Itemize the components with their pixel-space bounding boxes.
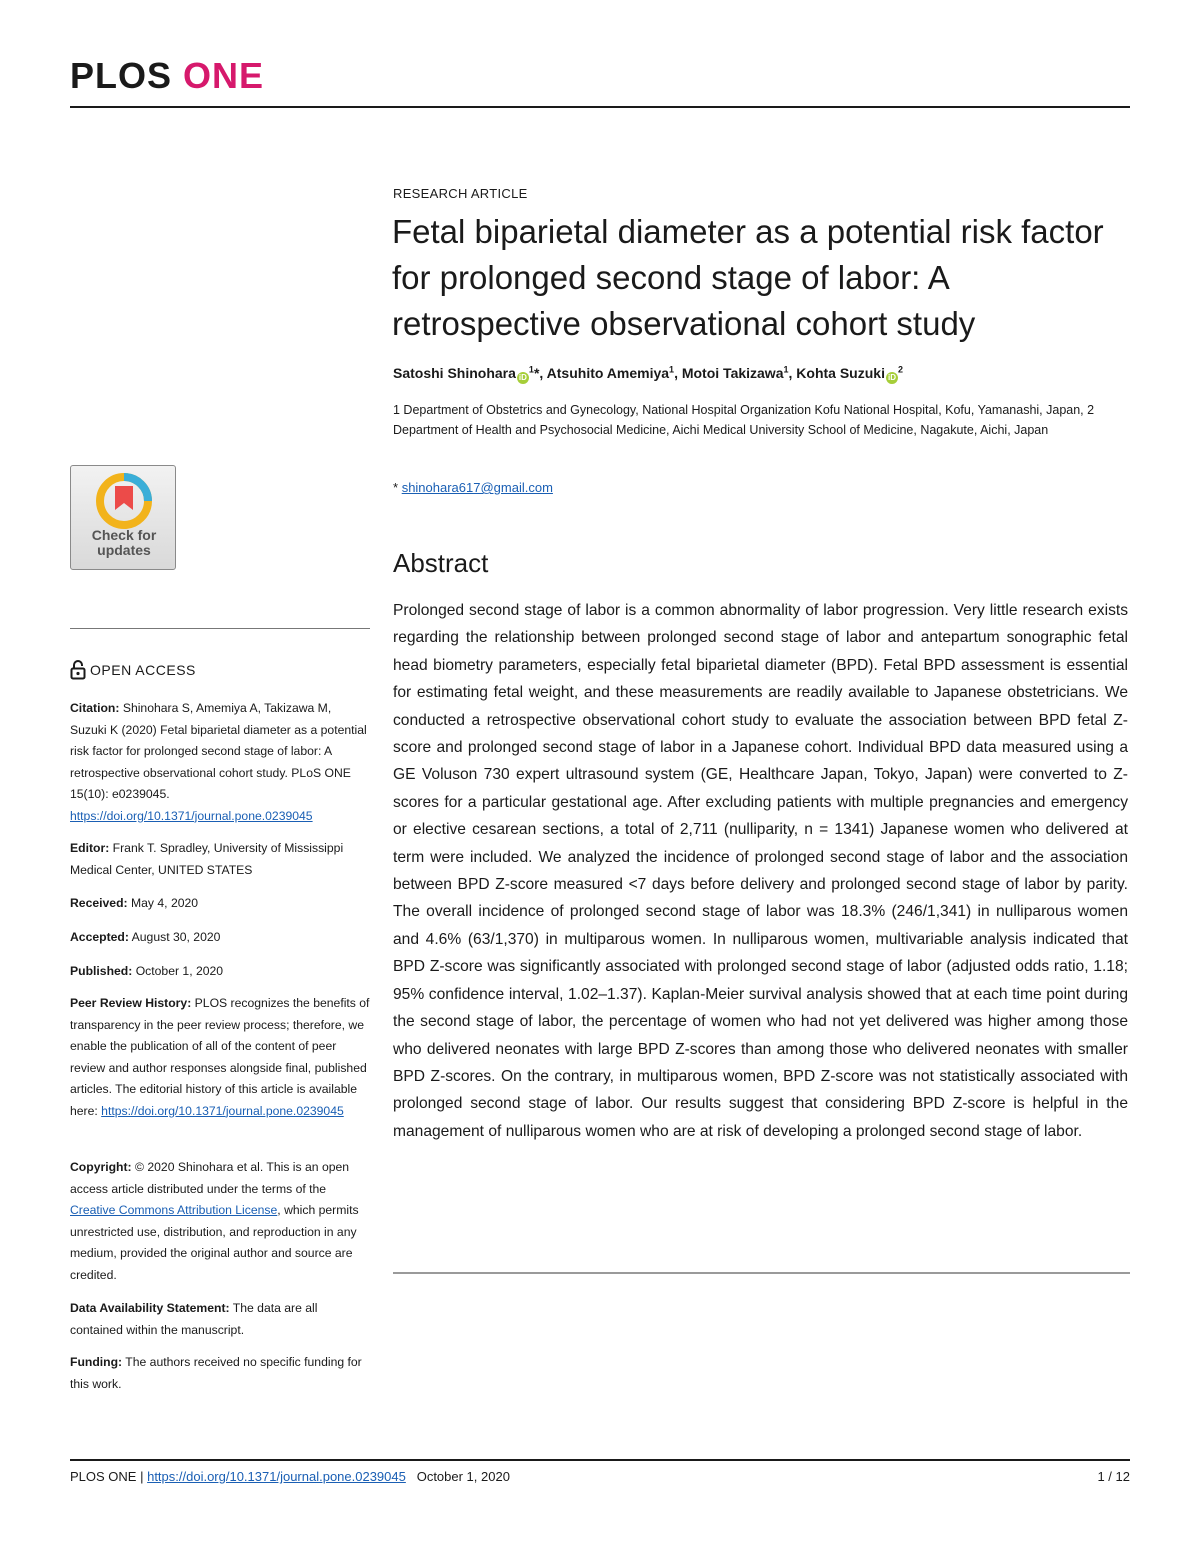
author-name: Kohta Suzuki xyxy=(796,364,885,381)
abstract-heading: Abstract xyxy=(393,548,489,578)
badge-label xyxy=(71,528,177,558)
crossmark-icon xyxy=(93,472,155,530)
corresponding-email-line xyxy=(393,480,553,495)
copyright-text-rest: , which permits unrestricted use, distribution, and reproduction in any medium, provided the original author and source are credited. xyxy=(70,1203,359,1282)
footer-date: October 1, 2020 xyxy=(416,1469,510,1484)
citation-text: Shinohara S, Amemiya A, Takizawa M, Suzuki K (2020) Fetal biparietal diameter as a potential risk factor for prolonged second stage of labor: A retrospective observational cohort study. PLoS ONE 15(10): e0239045. xyxy=(70,701,367,801)
email-asterisk: * xyxy=(393,480,399,495)
badge-line2: updates xyxy=(97,542,151,558)
abstract-rule xyxy=(393,1272,1130,1274)
copyright-text: © 2020 Shinohara et al. This is an open access article distributed under the terms of the xyxy=(70,1160,350,1196)
author-affil-sup: 1 xyxy=(528,364,534,374)
author-4[interactable] xyxy=(796,365,903,381)
logo-plos: PLOS xyxy=(70,55,173,96)
copyright-label: Copyright: xyxy=(70,1160,132,1174)
orcid-icon[interactable]: iD xyxy=(887,372,896,382)
copyright-block xyxy=(70,1157,370,1286)
editor-block xyxy=(70,838,370,881)
author-list xyxy=(393,364,1133,384)
editor-text: Frank T. Spradley, University of Mississippi Medical Center, UNITED STATES xyxy=(70,841,344,877)
article-title: Fetal biparietal diameter as a potential risk factor for prolonged second stage of labor: A retrospective observational cohort study xyxy=(392,213,1104,342)
author-affil-sup: 1 xyxy=(669,364,675,374)
peer-review-block xyxy=(70,993,370,1122)
received-date: May 4, 2020 xyxy=(130,896,199,910)
received-block xyxy=(70,893,370,915)
check-for-updates-badge[interactable] xyxy=(70,465,176,570)
author-3[interactable] xyxy=(682,365,796,381)
footer-rule xyxy=(70,1459,1130,1461)
citation-label: Citation: xyxy=(70,701,120,715)
badge-line1: Check for xyxy=(91,527,157,543)
license-link[interactable]: Creative Commons Attribution License xyxy=(70,1203,278,1217)
open-access-text: OPEN ACCESS xyxy=(90,662,196,678)
citation-block xyxy=(70,698,370,827)
funding-text: The authors received no specific funding for this work. xyxy=(70,1355,362,1391)
header-rule xyxy=(70,106,1130,108)
author-1[interactable] xyxy=(393,365,547,381)
author-2[interactable] xyxy=(547,365,682,381)
published-label: Published: xyxy=(70,964,133,978)
accepted-block xyxy=(70,927,370,949)
peer-review-text: PLOS recognizes the benefits of transparency in the peer review process; therefore, we enable the publication of all of the content of peer review and author responses alongside final, published articles. The editorial history of this article is available here: xyxy=(70,996,370,1118)
open-access-label xyxy=(70,660,196,680)
footer-doi-link[interactable]: https://doi.org/10.1371/journal.pone.0239045 xyxy=(147,1469,406,1484)
footer-journal: PLOS ONE | xyxy=(70,1469,144,1484)
page-footer xyxy=(70,1469,1130,1484)
funding-block xyxy=(70,1352,370,1395)
author-name: Motoi Takizawa xyxy=(681,364,784,381)
data-availability-block xyxy=(70,1298,370,1341)
logo-one: ONE xyxy=(183,55,265,96)
sidebar-rule xyxy=(70,628,370,629)
data-availability-label: Data Availability Statement: xyxy=(70,1301,230,1315)
accepted-date: August 30, 2020 xyxy=(131,930,221,944)
author-name: Satoshi Shinohara xyxy=(393,364,516,381)
corresponding-email-link[interactable]: shinohara617@gmail.com xyxy=(401,480,553,495)
author-affil-sup: 2 xyxy=(897,364,903,374)
published-block xyxy=(70,961,370,983)
editor-label: Editor: xyxy=(70,841,110,855)
peer-review-doi-link[interactable]: https://doi.org/10.1371/journal.pone.0239045 xyxy=(101,1103,344,1118)
accepted-label: Accepted: xyxy=(70,930,129,944)
peer-review-label: Peer Review History: xyxy=(70,996,192,1010)
author-name: Atsuhito Amemiya xyxy=(546,364,670,381)
data-availability-text: The data are all contained within the manuscript. xyxy=(70,1301,318,1337)
author-separator: , xyxy=(788,364,797,381)
author-separator: , xyxy=(674,364,682,381)
abstract-body: Prolonged second stage of labor is a common abnormality of labor progression. Very little research exists regarding the relationship between prolonged second stage of labor and antepartum sonographic fetal head biometry parameters, especially fetal biparietal diameter (BPD). Fetal BPD assessment is essential for estimating fetal weight, and these measurements are readily available to Japanese obstetricians. We conducted a retrospective observational cohort study to evaluate the association between BPD fetal Z-score and prolonged second stage of labor in a Japanese cohort. Individual BPD data measured using a GE Voluson 730 expert ultrasound system (GE, Healthcare Japan, Tokyo, Japan) were converted to Z-scores for a particular gestational age. After excluding patients with multiple pregnancies and emergency or elective cesarean sections, a total of 2,711 (nulliparity, n = 1341) Japanese women who delivered at term were included. We analyzed the incidence of prolonged second stage of labor and the association between BPD Z-score measured <7 days before delivery and prolonged second stage of labor by parity. The overall incidence of prolonged second stage of labor was 18.3% (246/1,341) in nulliparous women and 4.6% (63/1,370) in multiparous women. In nulliparous women, multivariable analysis indicated that BPD Z-score was significantly associated with prolonged second stage of labor (adjusted odds ratio, 1.18; 95% confidence interval, 1.02–1.37). Kaplan-Meier survival analysis showed that at each time point during the second stage of labor, the percentage of women who had not yet delivered was higher among those who delivered neonates with large BPD Z-scores than among those who delivered neonates with smaller BPD Z-scores. On the contrary, in multiparous women, BPD Z-score was not statistically associated with prolonged second stage of labor. Our results suggest that considering BPD Z-score is helpful in the management of nulliparous women who are at risk of developing a prolonged second stage of labor. xyxy=(393,602,1128,1140)
open-lock-icon xyxy=(70,660,86,680)
author-affil-sup: 1 xyxy=(783,364,789,374)
page-number: 1 / 12 xyxy=(1097,1469,1130,1484)
citation-doi-link[interactable]: https://doi.org/10.1371/journal.pone.0239045 xyxy=(70,808,313,823)
author-separator: *, xyxy=(533,364,547,381)
orcid-icon[interactable]: iD xyxy=(518,372,527,382)
funding-label: Funding: xyxy=(70,1355,123,1369)
published-date: October 1, 2020 xyxy=(135,964,224,978)
received-label: Received: xyxy=(70,896,128,910)
article-type: RESEARCH ARTICLE xyxy=(393,186,528,201)
journal-logo xyxy=(70,55,265,96)
affiliations: 1 Department of Obstetrics and Gynecology, National Hospital Organization Kofu National Hospital, Kofu, Yamanashi, Japan, 2 Department of Health and Psychosocial Medicine, Aichi Medical University School of Medicine, Nagakute, Aichi, Japan xyxy=(393,403,1095,437)
